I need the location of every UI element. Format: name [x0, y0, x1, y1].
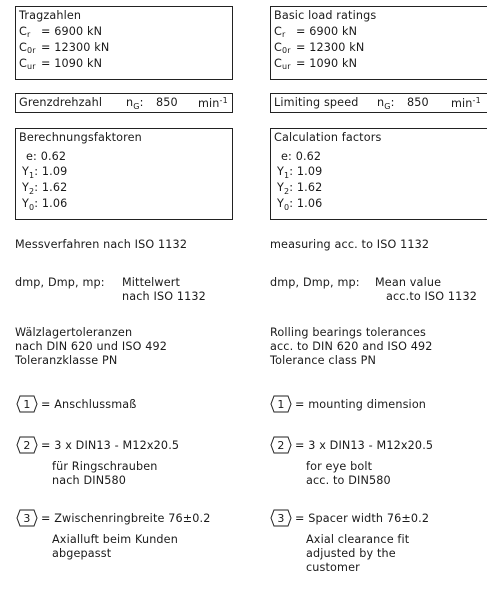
limiting-speed-label: Limiting speed [274, 96, 359, 109]
load-row-cr: $C_r = 6900$ kN [19, 25, 103, 39]
dmp-label: dmp, Dmp, mp: [15, 276, 105, 289]
callout-3-detail-3: customer [306, 561, 360, 574]
limiting-speed-symbol: $n_G$: [126, 96, 144, 112]
callout-3-detail-2: adjusted by the [306, 547, 396, 560]
load-row-cur: $C_{ur} = 1090$ kN [274, 57, 358, 71]
load-ratings-box [15, 6, 233, 80]
limiting-speed-value: 850 [156, 96, 178, 109]
limiting-speed-symbol: $n_G$: [377, 96, 395, 112]
callout-1-text: = Anschlussmaß [41, 398, 137, 411]
dmp-mean-value: Mean value [375, 276, 442, 289]
callout-1-text: = mounting dimension [295, 398, 427, 411]
callout-2-detail-2: acc. to DIN580 [306, 474, 391, 487]
factor-row-y0: $Y_0$: 1.06 [22, 197, 68, 213]
callout-2-detail-1: für Ringschrauben [52, 460, 158, 473]
dmp-standard: acc.to ISO 1132 [386, 290, 477, 303]
german-column [0, 0, 238, 590]
limiting-speed-unit: $\min^{-1}$ [198, 96, 228, 110]
dmp-standard: nach ISO 1132 [122, 290, 206, 303]
callout-3-detail-1: Axialluft beim Kunden [52, 533, 178, 546]
callout-1-hexagon: 1 [270, 395, 292, 413]
tolerance-class: Toleranzklasse PN [15, 354, 118, 367]
tolerance-title: Wälzlagertoleranzen [15, 326, 133, 339]
factor-row-y0: $Y_0$: 1.06 [277, 197, 323, 213]
load-row-c0r: $C_{0r} = 12300$ kN [274, 41, 365, 55]
callout-3-hexagon: 3 [270, 509, 292, 527]
tolerance-standard: nach DIN 620 und ISO 492 [15, 340, 168, 353]
callout-3-text: = Spacer width 76±0.2 [295, 512, 430, 525]
calculation-factors-box [270, 128, 487, 220]
limiting-speed-box [270, 93, 487, 113]
dmp-label: dmp, Dmp, mp: [270, 276, 360, 289]
english-column [248, 0, 486, 590]
callout-3-text: = Zwischenringbreite 76±0.2 [41, 512, 211, 525]
callout-1-hexagon: 1 [16, 395, 38, 413]
callout-2-detail-1: for eye bolt [306, 460, 373, 473]
callout-2-text: = 3 x DIN13 - M12x20.5 [295, 439, 434, 452]
factor-row-e: e: 0.62 [26, 150, 67, 163]
callout-3-hexagon: 3 [16, 509, 38, 527]
measuring-method: measuring acc. to ISO 1132 [270, 238, 430, 251]
calculation-factors-title: Calculation factors [274, 131, 382, 144]
callout-3-detail-1: Axial clearance fit [306, 533, 410, 546]
load-ratings-box [270, 6, 487, 80]
callout-2-text: = 3 x DIN13 - M12x20.5 [41, 439, 180, 452]
calculation-factors-title: Berechnungsfaktoren [19, 131, 142, 144]
callout-2-detail-2: nach DIN580 [52, 474, 127, 487]
tolerance-standard: acc. to DIN 620 and ISO 492 [270, 340, 433, 353]
load-ratings-title: Basic load ratings [274, 9, 377, 22]
factor-row-e: e: 0.62 [281, 150, 322, 163]
callout-3-detail-2: abgepasst [52, 547, 112, 560]
factor-row-y2: $Y_2$: 1.62 [277, 181, 323, 197]
measuring-method: Messverfahren nach ISO 1132 [15, 238, 188, 251]
tolerance-title: Rolling bearings tolerances [270, 326, 426, 339]
callout-2-hexagon: 2 [16, 436, 38, 454]
limiting-speed-unit: $\min^{-1}$ [451, 96, 481, 110]
factor-row-y1: $Y_1$: 1.09 [22, 165, 68, 181]
tolerance-class: Tolerance class PN [270, 354, 377, 367]
load-row-c0r: $C_{0r} = 12300$ kN [19, 41, 110, 55]
limiting-speed-value: 850 [407, 96, 429, 109]
limiting-speed-box [15, 93, 233, 113]
limiting-speed-label: Grenzdrehzahl [19, 96, 103, 109]
factor-row-y2: $Y_2$: 1.62 [22, 181, 68, 197]
load-row-cr: $C_r = 6900$ kN [274, 25, 358, 39]
callout-2-hexagon: 2 [270, 436, 292, 454]
load-ratings-title: Tragzahlen [19, 9, 82, 22]
load-row-cur: $C_{ur} = 1090$ kN [19, 57, 103, 71]
factor-row-y1: $Y_1$: 1.09 [277, 165, 323, 181]
dmp-mean-value: Mittelwert [122, 276, 181, 289]
calculation-factors-box [15, 128, 233, 220]
